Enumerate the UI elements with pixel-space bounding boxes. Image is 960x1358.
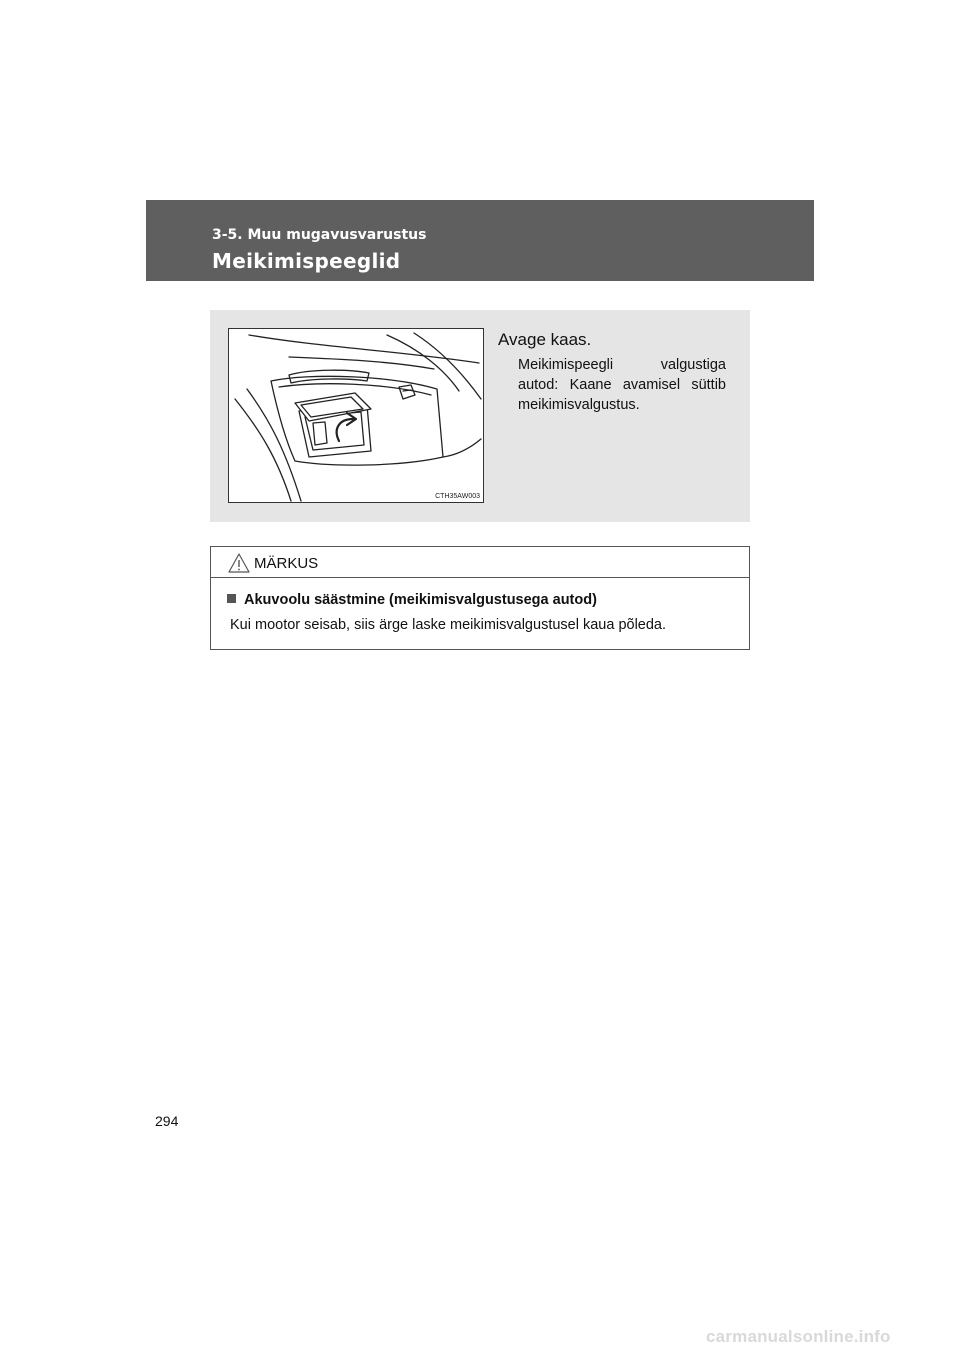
sun-visor-drawing — [229, 329, 484, 503]
bullet-square-icon — [227, 594, 236, 603]
watermark: carmanualsonline.info — [706, 1327, 891, 1346]
step-title: Avage kaas. — [498, 330, 592, 349]
notice-bullet-heading: Akuvoolu säästmine (meikimisvalgustusega autod) — [244, 592, 597, 608]
vanity-mirror-illustration — [228, 328, 484, 503]
section-header — [146, 200, 814, 281]
step-note: Meikimispeegli valgustiga autod: Kaane avamisel süttib meikimisvalgustus. — [518, 357, 726, 413]
notice-header — [211, 547, 749, 578]
notice-bullet — [227, 592, 597, 608]
page-title: Meikimispeeglid — [212, 249, 401, 273]
page-number: 294 — [155, 1113, 179, 1129]
notice-title: MÄRKUS — [254, 555, 319, 572]
instruction-panel — [210, 310, 750, 522]
notice-body: Kui mootor seisab, siis ärge laske meikimisvalgustusel kaua põleda. — [230, 617, 667, 633]
notice-box — [210, 546, 750, 650]
figure-code: CTH35AW003 — [435, 493, 480, 500]
section-label: 3-5. Muu mugavusvarustus — [212, 227, 427, 243]
warning-triangle-icon — [228, 553, 250, 573]
